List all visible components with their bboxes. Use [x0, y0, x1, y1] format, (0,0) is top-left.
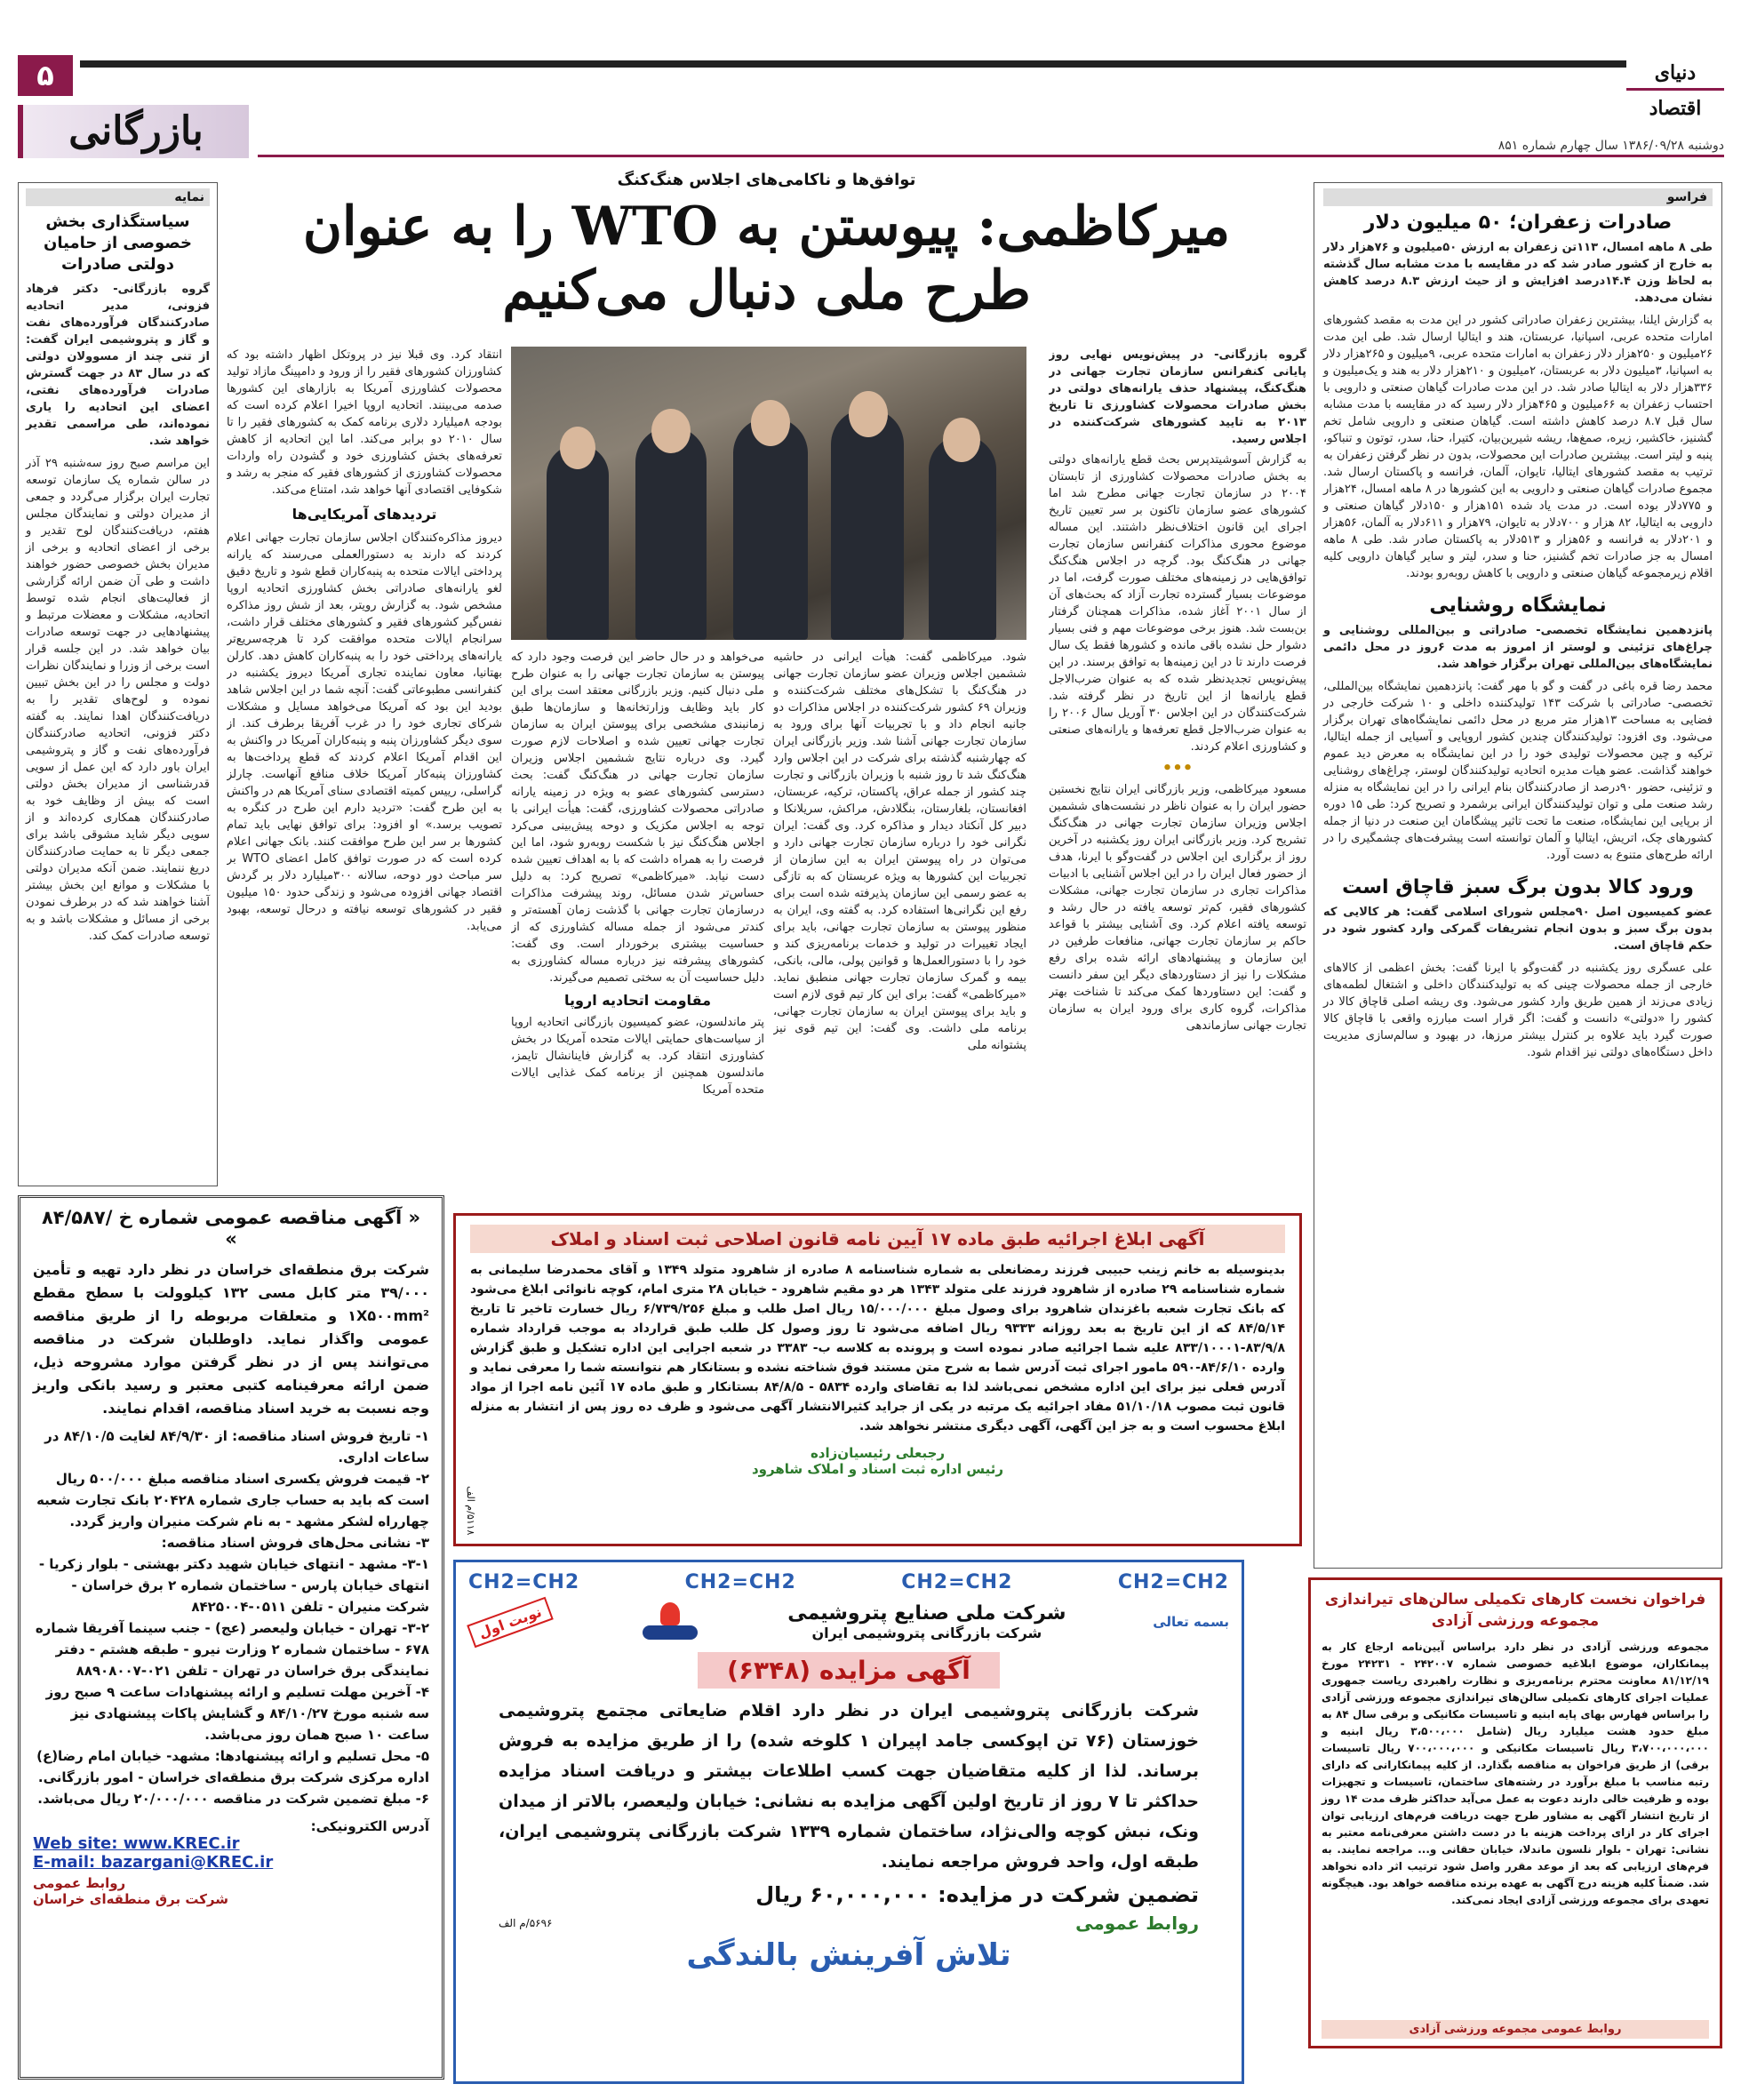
brand-logo: دنیای اقتصاد [1626, 55, 1724, 91]
left-article-title: سیاستگذاری بخش خصوصی از حامیان دولتی صادرات [43, 212, 192, 274]
tender-ad [18, 1195, 444, 2080]
tender-company: شرکت برق منطقه‌ای خراسان [33, 1891, 228, 1907]
registry-code: ۵۱۱۸/م الف [465, 1485, 476, 1535]
auction-ad [453, 1560, 1244, 2084]
article-separator: ••• [1162, 759, 1194, 778]
pattern-text: CH2=CH2 [901, 1571, 1013, 1593]
main-article [227, 169, 1306, 1200]
tender-title: « آگهی مناقصه عمومی شماره خ /۸۴/۵۸۷ » [41, 1207, 421, 1250]
article-photo [511, 347, 1026, 640]
left-article-body: این مراسم صبح روز سه‌شنبه ۲۹ آذر در سالن شماره یک سازمان توسعه تجارت ایران برگزار می‌گردد و جمعی از مدیران دولتی و نمایندگان مجلس هفتم، دریافت‌کنندگان لوح تقدیر و برخی از اعضای اتحادیه و برخی از مدیران بخش خصوصی حضور خواهند داشت و طی آن ضمن ارائه گزارشی از فعالیت‌های انجام شده توسط اتحادیه، مشکلات و معضلات مرتبط و پیشنهادهایی در جهت توسعه صادرات بیان خواهد شد. در این جلسه قرار است برخی از وزرا و نمایندگان نظرات دولت و مجلس را در این بخش تبیین نموده و لوح‌های تقدیر را به دریافت‌کنندگان اهدا نمایند. به گفته دکتر فزونی، اتحادیه صادرکنندگان فرآورده‌های نفت و گاز و پتروشیمی ایران باور دارد که این عمل از سویی قدرشناسی از مدیران بخش دولتی است که بیش از وظایف خود به صادرکنندگان همکاری کرده‌اند و از سویی دیگر شاید مشوقی باشد برای جمعی دیگر تا به حمایت صادرکنندگان دریغ ننمایند. ضمن آنکه مدیران دولتی با مشکلات و موانع این بخش بیشتر آشنا خواهند شد که در برطرف نمودن برخی از مسائل و مشکلات باشد و به توسعه صادرات کمک کند. [26, 457, 210, 943]
saffron-body: به گزارش ایلنا، بیشترین زعفران صادراتی کشور در این مدت به مقصد کشورهای امارات متحده عربی، اسپانیا، عربستان، هند و ایتالیا ارسال شد. طی این مدت ۲۶میلیون و ۲۵۰هزار دلار زعفران به امارات متحده عربی، ۹میلیون و ۲۶۵هزار دلار به اسپانیا، ۳میلیون دلار به عربستان، ۲میلیون و ۲۱۰هزار دلار به هند و یک‌میلیون و ۳۳۶هزار دلار به ایتالیا صادر شد. در این مدت صادرات گیاهان صنعتی و دارویی با احتساب زعفران به ۶۶میلیون و ۴۶۵هزار دلار رسید که در مقایسه با مدت مشابه سال قبل ۸.۷ درصد کاهش داشته است. گیاهان صنعتی و دارویی شامل تخم گشنیز، خاکشیر، زیره، صمغ‌ها، ریشه شیرین‌بیان، کتیرا، حنا، سدر، توتون و تنباکو، پنبه و لیتر است. بیشترین صادرات این محصولات، بدون در نظر گرفتن زعفران به ترتیب به مقصد کشورهای ایتالیا، تایوان، آلمان، فرانسه و پاکستان ارسال شد. مجموع صادرات گیاهان صنعتی و دارویی به این کشورها در ۸ ماهه امسال، ۲۴هزار و ۷۷۵دلار بوده است. در مدت یاد شده ۱۵۱هزار و ۱۵۰دلار گیاهان صنعتی و دارویی به ایتالیا، ۸۲ هزار و ۷۰۰دلار به تایوان، ۷۹هزار و ۶۱۱دلار به آلمان، ۵۶هزار و ۲۰۱دلار به فرانسه و ۵۶هزار و ۵۱۳دلار به پاکستان صادر شد. طی ۸ ماهه امسال به جز صادرات تخم گشنیز، حنا و سدر، لیتر و سایر گیاهان دارویی کلیه اقلام زیرمجموعه گیاهان صنعتی و دارویی با کاهش روبه‌رو بودند. [1323, 314, 1713, 580]
photo-head [560, 427, 595, 469]
tender-item: ۶- مبلغ تضمین شرکت در مناقصه ۲۰/۰۰۰/۰۰۰ ریال می‌باشد. [37, 1791, 429, 1807]
photo-head [849, 391, 888, 437]
article-col3b-text: پتر ماندلسون، عضو کمیسیون بازرگانی اتحادیه اروپا از سیاست‌های حمایتی ایالات متحده آمریکا در بخش کشاورزی انتقاد کرد. به گزارش فاینانشال تایمز، ماندلسون همچنین از برنامه کمک غذایی ایالات متحده آمریکا [511, 1016, 764, 1097]
photo-person [831, 409, 904, 640]
tender-item: ۳-۲- تهران - خیابان ولیعصر (عج) - جنب سینما آفریقا شماره ۶۷۸ - ساختمان شماره ۲ وزارت نیرو - طبقه هشتم - دفتر نمایندگی برق خراسان در تهران - تلفن ۰۲۱-۸۸۹۰۸۰۰۷ [35, 1620, 429, 1679]
auction-slogan: تلاش آفرینش بالندگی [686, 1937, 1011, 1973]
section-title: بازرگانی [68, 108, 204, 154]
article-kicker: توافق‌ها و ناکامی‌های اجلاس هنگ‌کنگ [617, 171, 916, 189]
article-col-2 [773, 649, 1026, 1191]
issue-rule [258, 155, 1724, 157]
section-title-box [18, 105, 249, 158]
photo-head [651, 409, 691, 453]
tender-item: ۳- نشانی محل‌های فروش اسناد مناقصه: [161, 1535, 429, 1551]
logo-flame-icon [660, 1602, 680, 1625]
article-title-line2: طرح ملی دنبال می‌کنیم [502, 260, 1031, 322]
subhead-usa: تردیدهای آمریکایی‌ها [291, 506, 437, 523]
saffron-lead: طی ۸ ماهه امسال، ۱۱۳تن زعفران به ارزش ۵۰میلیون و ۷۶هزار دلار به خارج از کشور صادر شد که در مقایسه با مدت مشابه سال گذشته به لحاظ وزن ۱۴.۴درصد افزایش و از حیث ارزش ۸.۳ درصد کاهش نشان می‌دهد. [1323, 241, 1713, 305]
photo-person [635, 427, 707, 640]
expo-lead: پانزدهمین نمایشگاه تخصصی- صادراتی و بین‌المللی روشنایی و چراغ‌های تزئینی و لوستر از امروز به مدت ۶روز در محل دائمی نمایشگاه‌های بین‌المللی تهران برگزار خواهد شد. [1323, 624, 1713, 671]
tender-email-label: آدرس الکترونیکی: [310, 1818, 429, 1834]
tender-item: ۲- قیمت فروش یکسری اسناد مناقصه مبلغ ۵۰۰/۰۰۰ ریال است که باید به حساب جاری شماره ۲۰۴۲۸ بانک تجارت شعبه چهارراه لشکر مشهد - به نام شرکت منیران واریز گردد. [36, 1471, 429, 1529]
article-col1b-text: مسعود میرکاظمی، وزیر بازرگانی ایران نتایج نخستین حضور ایران را به عنوان ناظر در نشست‌های ششمین اجلاس وزیران سازمان تجارت جهانی در هنگ‌کنگ تشریح کرد. وزیر بازرگانی ایران روز یکشنبه در آخرین روز از برگزاری این اجلاس در گفت‌وگو با ایرنا، هدف از حضور فعال ایران را در این اجلاس آشنایی با ادبیات مذاکرات تجاری در سازمان تجارت جهانی، مشکلات کشورهای فقیر، کم‌تر توسعه یافته در حال رشد و توسعه یافته اعلام کرد. وی آشنایی بیشتر با قواعد حاکم بر سازمان تجارت جهانی، منافعات طرفین در این سازمان و پیشنهادهای ارائه شده برای رفع مشکلات را نیز از دستاوردهای دیگر این سفر دانست و گفت: این دستاوردها کمک می‌کند تا شناخت بهتر مذاکرات، گروه کاری برای ورود ایران به سازمان تجارت جهانی سازماندهی [1049, 783, 1306, 1033]
photo-head [751, 400, 790, 446]
tender-website-link[interactable]: Web site: www.KREC.ir [33, 1834, 240, 1853]
pattern-text: CH2=CH2 [684, 1571, 796, 1593]
auction-subsidiary: شرکت بازرگانی پتروشیمی ایران [811, 1625, 1042, 1641]
smuggle-body: علی عسگری روز یکشنبه در گفت‌وگو با ایرنا گفت: بخش اعظمی از کالاهای خارجی از جمله محصولات چینی که به تولیدکنندگان داخلی و اشتغال لطمه‌های زیادی می‌زند از همین طریق وارد کشور می‌شود. وی ریشه اصلی قاچاق کالا در کشور را «دولتی» دانست و گفت: اگر قرار است مبارزه واقعی با قاچاق کالا صورت گیرد باید علاوه بر کنترل بیشتر مرزها، در بهبود و سالم‌سازی مدیریت داخل دستگاه‌های دولتی نیز اقدام شود. [1323, 962, 1713, 1059]
tender-item: ۳-۱- مشهد - انتهای خیابان شهید دکتر بهشتی - بلوار زکریا - انتهای خیابان پارس - ساختمان شماره ۲ برق خراسان - شرکت منیران - تلفن ۰۵۱۱-۸۴۲۵۰۰۴ [38, 1556, 429, 1615]
photo-person [733, 418, 808, 640]
pattern-text: CH2=CH2 [1117, 1571, 1229, 1593]
article-title-line1: میرکاظمی: پیوستن به WTO را به عنوان [302, 196, 1231, 258]
registry-ad [453, 1213, 1302, 1546]
azadi-footer: روابط عمومی مجموعه ورزشی آزادی [1322, 2020, 1709, 2039]
auction-company: شرکت ملی صنایع پتروشیمی [787, 1602, 1066, 1625]
subhead-europe: مقاومت اتحادیه اروپا [564, 992, 711, 1009]
tender-item: ۴- آخرین مهلت تسلیم و ارائه پیشنهادات ساعت ۹ صبح روز سه شنبه مورخ ۸۴/۱۰/۲۷ و گشایش پاکات پیشنهادی نیز ساعت ۱۰ صبح همان روز می‌باشد. [45, 1684, 429, 1743]
saffron-title: صادرات زعفران؛ ۵۰ میلیون دلار [1363, 212, 1673, 234]
auction-code: ۵۶۹۶/م الف [499, 1917, 553, 1929]
left-column [18, 182, 218, 1186]
auction-round-badge: نوبت اول [467, 1596, 553, 1647]
right-column [1314, 182, 1722, 1569]
photo-person [547, 444, 609, 640]
petrochemical-logo-icon [639, 1602, 701, 1641]
logo-base-icon [643, 1625, 698, 1640]
auction-header [468, 1602, 1229, 1641]
masthead [18, 55, 1724, 162]
registry-body: بدینوسیله به خانم زینب حبیبی فرزند رمضانعلی به شماره شناسنامه ۸ صادره از شاهرود متولد ۱۳۴۹ و آقای محمدرضا سلیمانی به شماره شناسنامه ۲۹ صادره از شاهرود فرزند علی متولد ۱۳۴۳ هر دو مقیم شاهرود - خیابان ۲۸ متری امام، کوچه نانوائی ابلاغ می‌شود که بانک تجارت شعبه باغزندان شاهرود برای وصول مبلغ ۱۵/۰۰۰/۰۰۰ ریال اصل طلب و مبلغ ۶/۷۳۹/۲۵۶ ریال خسارت تاخیر تا تاریخ ۸۴/۵/۱۴ که از این تاریخ به بعد روزانه ۹۳۳۳ ریال اضافه می‌شود تا روز وصول کل طلب طبق قرارداد به موجب قرارداد شماره ۸۳/۹/۸-۸۳۳/۱۰۰۰۱ علیه شما اجرائیه صادر نموده است و پرونده به کلاسه ب- ۳۳۸۳ در شعبه اجرایی این اداره تشکیل و طبق گزارش وارده ۸۴/۶/۱۰-۵۹۰ مامور اجرای ثبت آدرس شما به شرح متن مستند فوق شناخته نشده و بستانکار هم نتوانسته شما را معرفی نماید و آدرس فعلی نیز برای این اداره مشخص نمی‌باشد لذا به تقاضای وارده ۵۸۳۴ - ۸۴/۸/۵ بستانکار و طبق ماده ۱۷ آئین نامه اجرا از مواد قانون ثبت مصوب ۵۱/۱۰/۱۸ مفاد اجرائیه یک مرتبه در یکی از جراید کثیرالانتشار آگهی می‌شود و ظرف ده روز پس از انتشار به منزله ابلاغ محسوب است و به جز این آگهی، آگهی دیگری منتشر نخواهد شد. [470, 1263, 1286, 1433]
pattern-text: CH2=CH2 [468, 1571, 580, 1593]
auction-pr: روابط عمومی [1075, 1912, 1199, 1934]
smuggle-title: ورود کالا بدون برگ سبز قاچاق است [1342, 876, 1694, 898]
tender-body: شرکت برق منطقه‌ای خراسان در نظر دارد تهیه و تأمین ۳۹/۰۰۰ متر کابل مسی ۱۳۲ کیلوولت با سطح مقطع ۱X۵۰۰mm² و متعلقات مربوطه را از طریق مناقصه عمومی واگذار نماید. داوطلبان شرکت در مناقصه می‌توانند پس از در نظر گرفتن موارد مشروحه ذیل، ضمن ارائه معرفینامه کتبی معتبر و رسید بانکی واریز وجه نسبت به خرید اسناد مناقصه، اقدام نمایند. [33, 1261, 429, 1417]
left-column-label: نمایه [26, 188, 210, 206]
auction-title: آگهی مزایده (۶۳۴۸) [698, 1652, 1000, 1689]
auction-pattern-row [468, 1571, 1229, 1593]
article-col4b-text: دیروز مذاکره‌کنندگان اجلاس سازمان تجارت جهانی اعلام کردند که دارند به دستورالعملی می‌رسند که یارانه پرداختی ایالات متحده به پنبه‌کاران قطع شود و تاریخ دقیق لغو یارانه‌های صادراتی بخش کشاورزی اتحادیه اروپا مشخص شود. به گزارش رویتر، بعد از شش روز مذاکره نفس‌گیر کشورهای فقیر و کشورهای مختلف قرار داشت، سرانجام ایالات متحده موافقت کرد تا هرچه‌سریع‌تر یارانه‌های پرداختی خود را به پنبه‌کاران کاهش دهد. کارلن بهتانیا، معاون نماینده تجاری آمریکا دیروز یکشنبه در کنفرانسی مطبوعاتی گفت: آنچه شما در این اجلاس شاهد بودید این بود که آمریکا می‌خواهد مسایل و مشکلات شرکای تجاری خود را در غرب آفریقا برطرف کند. از سوی دیگر کشاورزان پنبه و پنبه‌کاران آمریکا در واکنش به این اقدام آمریکا اعلام کردند که قطع پرداخت‌ها به کشاورزان پنبه‌کار آمریکا خلاف منافع آنهاست. چارلز گراسلی، رییس کمیته اقتصادی سنای آمریکا هم در واکنش به این طرح گفت: «تردید دارم این طرح در کنگره به تصویب برسد.» او افزود: برای توافق نهایی باید تمام کشورها بر سر این طرح موافقت کنند. بانک جهانی اعلام کرده است که در صورت توافق کامل اعضای WTO بر سر مباحث دور دوحه، سالانه ۳۰۰میلیارد دلار بر گردش اقتصاد جهانی افزوده می‌شود و زندگی حدود ۱۵۰ میلیون فقیر در کشورهای توسعه نیافته و درحال توسعه، بهبود می‌یابد. [227, 531, 502, 933]
azadi-body: مجموعه ورزشی آزادی در نظر دارد براساس آیین‌نامه ارجاع کار به پیمانکاران، موضوع ابلاغیه خصوصی شماره ۲۴۲۰۰۷ - ۲۴۲۳۱ مورخ ۸۱/۱۲/۱۹ معاونت محترم برنامه‌ریزی و نظارت راهبردی ریاست جمهوری عملیات اجرای کارهای تکمیلی سالن‌های تیراندازی مجموعه ورزشی آزادی را براساس فهارس بهای پایه ابنیه و تاسیسات مکانیکی و برقی سال ۸۴ به مبلغ حدود هشت میلیارد ریال (شامل ۳،۵۰۰،۰۰۰ ریال ابنیه و ۳،۷۰۰،۰۰۰،۰۰۰ ریال تاسیسات مکانیکی و ۷۰۰،۰۰۰،۰۰۰ ریال تاسیسات برقی) از طریق فراخوان به مناقصه بگذارد. از کلیه پیمانکارانی که دارای رتبه مناسب با مبلغ برآورد در رشته‌های ساختمان، تاسیسات و تجهیزات بوده و ظرفیت خالی دارند دعوت به عمل می‌آید حداکثر ظرف مدت ۱۴ روز از تاریخ انتشار آگهی به مشاور طرح جهت دریافت فرم‌های ارزیابی توان اجرای کار در ازای پرداخت هزینه با در دست داشتن معرفی‌نامه معتبر به نشانی: تهران - بلوار نلسون ماندلا، خیابان حقانی و... مراجعه نمایند. به فرم‌های ارزیابی که بعد از موعد مقرر واصل شود ترتیب اثر داده نخواهد شد. ضمناً کلیه هزینه درج آگهی به عهده برنده مناقصه خواهد بود. هیچگونه تعهدی برای مجموعه ورزشی آزادی ایجاد نمی‌کند. [1322, 1641, 1709, 1906]
auction-footer [468, 1912, 1229, 1934]
registry-title: آگهی ابلاغ اجرائیه طبق ماده ۱۷ آیین نامه قانون اصلاحی ثبت اسناد و املاک [550, 1228, 1205, 1250]
auction-body: شرکت بازرگانی پتروشیمی ایران در نظر دارد اقلام ضایعاتی مجتمع پتروشیمی خوزستان (۷۶ تن اپوکسی جامد اپیران ۱ کلوخه شده) را از طریق مزایده به فروش برساند. لذا از کلیه متقاضیان جهت کسب اطلاعات بیشتر و دریافت اسناد مزایده حداکثر تا ۷ روز از تاریخ اولین آگهی مزایده به نشانی: خیابان ولیعصر، بالاتر از میدان ونک، نبش کوچه والی‌نژاد، ساختمان شماره ۱۳۳۹ شرکت بازرگانی پتروشیمی ایران، طبقه اول، واحد فروش مراجعه نمایند. [499, 1701, 1200, 1872]
registry-signer: رجبعلی رئیسیان‌زاده [810, 1445, 946, 1461]
registry-title-band [470, 1225, 1285, 1253]
tender-dept: روابط عمومی [33, 1875, 126, 1891]
expo-body: محمد رضا قره باغی در گفت و گو با مهر گفت: پانزدهمین نمایشگاه بین‌المللی، تخصصی- صادراتی با شرکت ۱۴۳ تولیدکننده داخلی و ۱۰ شرکت خارجی در فضایی به مساحت ۱۳هزار متر مربع در محل دائمی نمایشگاه‌های تهران برگزار می‌شود. وی افزود: تولیدکنندگان چندین کشور اروپایی و آسیایی از جمله ایتالیا، ترکیه و چین محصولات تولیدی خود را در این نمایشگاه به معرض دید عموم خواهند گذاشت. عضو هیات مدیره اتحادیه تولیدکنندگان لوستر، چراغ‌های روشنایی و تزئینی، حضور ۹۰درصد از صادرکنندگان بنام ایرانی را در این نمایشگاه به منزله رشد صنعت ملی و توان تولیدکنندگان ایرانی برشمرد و تصریح کرد: طی ۱۵ دوره از برپایی این نمایشگاه، صنعت ما تحت تاثیر پیشگامان این صنعت در دنیا از جمله کشورهای چک، اتریش، ایتالیا و آلمان توانسته است پیشرفت‌های چشمگیری را در ارائه طرح‌های متنوع به دست آورد. [1323, 680, 1713, 862]
auction-bismillah: بسمه تعالی [1153, 1614, 1229, 1630]
auction-company-block [787, 1602, 1066, 1641]
article-col4-text: انتقاد کرد. وی قبلا نیز در پروتکل اظهار داشته بود که کشاورزان کشورهای فقیر را از ورود و دامپینگ مازاد تولید محصولات کشاورزی آمریکا به بازارهای این کشورها صدمه می‌بینند. اتحادیه اروپا اخیرا اعلام کرده است که بودجه ۸میلیارد دلاری برنامه کمک به کشورهای فقیر را تا سال ۲۰۱۰ دو برابر می‌کند. اما این اتحادیه از کاهش تعرفه‌های بخش کشاورزی خود و گشودن راه واردات محصولات کشاورزی از کشورهای فقیر که منجر به رشد و شکوفایی اقتصادی آنها خواهد شد، امتناع می‌کند. [227, 348, 502, 497]
article-col-4 [227, 347, 502, 1191]
auction-deposit: تضمین شرکت در مزایده: ۶۰,۰۰۰,۰۰۰ ریال [755, 1882, 1199, 1907]
issue-info: دوشنبه ۱۳۸۶/۰۹/۲۸ سال چهارم شماره ۸۵۱ [1497, 139, 1724, 153]
expo-title: نمایشگاه روشنایی [1429, 595, 1607, 617]
azadi-ad [1308, 1577, 1722, 2048]
photo-head [943, 418, 980, 462]
tender-item: ۱- تاریخ فروش اسناد مناقصه: از ۸۴/۹/۳۰ لغایت ۸۴/۱۰/۵ در ساعات اداری. [44, 1428, 429, 1465]
article-col-3 [511, 649, 764, 1191]
tender-email-link[interactable]: E-mail: bazargani@KREC.ir [33, 1853, 274, 1872]
page-number: ۵ [18, 55, 73, 96]
top-rule [80, 60, 1626, 68]
azadi-title: فراخوان نخست کارهای تکمیلی سالن‌های تیراندازی مجموعه ورزشی آزادی [1324, 1591, 1706, 1630]
registry-signer-title: رئیس اداره ثبت اسناد و املاک شاهرود [751, 1461, 1003, 1477]
smuggle-lead: عضو کمیسیون اصل ۹۰مجلس شورای اسلامی گفت: هر کالایی که بدون برگ سبز و بدون انجام تشریفات گمرکی وارد کشور شود در حکم قاچاق است. [1323, 906, 1713, 953]
photo-person [929, 435, 996, 640]
article-lead: گروه بازرگانی- در پیش‌نویس نهایی روز پایانی کنفرانس سازمان تجارت جهانی در هنگ‌کنگ، پیشنهاد حذف یارانه‌های دولتی در بخش صادرات محصولات کشاورزی تا تاریخ ۲۰۱۳ به تایید کشورهای شرکت‌کننده در اجلاس رسید. [1049, 348, 1306, 446]
tender-item: ۵- محل تسلیم و ارائه پیشنهادها: مشهد- خیابان امام رضا(ع) اداره مرکزی شرکت برق منطقه‌ای خراسان - امور بازرگانی. [36, 1748, 429, 1785]
article-col-1 [1049, 347, 1306, 1191]
article-col2-text: شود. میرکاظمی گفت: هیأت ایرانی در حاشیه ششمین اجلاس وزیران عضو سازمان تجارت جهانی در هنگ‌کنگ با تشکل‌های مختلف شرکت‌کننده و وزیران ۶۹ کشور شرکت‌کننده در اجلاس مذاکرات دو جانبه انجام داد و با تجربیات آنها برای ورود به سازمان تجارت جهانی آشنا شد. وزیر بازرگانی ایران که چهارشنبه گذشته برای شرکت در این اجلاس وارد هنگ‌کنگ شد تا روز شنبه با وزیران بازرگانی و تجارت چند کشور از جمله عراق، پاکستان، ترکیه، عربستان، افغانستان، بلغارستان، بنگلادش، مراکش، سریلانکا و دبیر کل آنکتاد دیدار و مذاکره کرد. وی گفت: ایران نگرانی خود را درباره سازمان تجارت جهانی دارد و می‌توان در راه پیوستن ایران به این سازمان از تجربیات این کشورها به ویژه عربستان که به تازگی به عضو رسمی این سازمان پذیرفته شده است برای رفع این نگرانی‌ها استفاده کرد. به گفته وی، ایران به منظور پیوستن به سازمان تجارت جهانی، باید برای ایجاد تغییرات در تولید و خدمات برنامه‌ریزی کند و خود را با دستورالعمل‌ها و قوانین پولی، مالی، بانکی، بیمه و گمرک سازمان تجارت جهانی منطبق نماید. «میرکاظمی» گفت: برای این کار تیم قوی لازم است و باید برای پیوستن ایران به سازمان تجارت جهانی، برنامه ملی داشت. وی گفت: این تیم قوی نیز پشتوانه ملی [773, 651, 1026, 1052]
article-col3-text: می‌خواهد و در حال حاضر این فرصت وجود دارد که پیوستن به سازمان تجارت جهانی را به عنوان طرح ملی دنبال کنیم. وزیر بازرگانی معتقد است برای این کار باید وظایف وزارتخانه‌ها و سازمان‌ها طبق زمانبندی مشخصی برای پیوستن ایران به سازمان تجارت جهانی تعیین شده و اصلاحات لازم صورت گیرد. وی درباره نتایج ششمین اجلاس وزیران سازمان تجارت جهانی در هنگ‌کنگ گفت: بحث دسترسی کشورهای عضو به ویژه در زمینه یارانه صادراتی محصولات کشاورزی، گفت: هیأت ایرانی با توجه به اجلاس مکزیک و دوحه پیش‌بینی می‌کرد اجلاس هنگ‌کنگ نیز با شکست روبه‌رو شود، اما این فرصت را به همراه داشت که با به اهداف تعیین شده دست نیابد. «میرکاظمی» تصریح کرد: به دلیل حساس‌تر شدن مسائل، روند پیشرفت مذاکرات درسازمان تجارت جهانی با گذشت زمان آهسته‌تر و کندتر می‌شود از جمله مساله کشاورزی که از حساسیت بیشتری برخوردار است. وی گفت: کشورهای پیشرفته نیز درباره مساله کشاورزی به دلیل حساسیت آن به سختی تصمیم می‌گیرند. [511, 651, 764, 985]
tender-items [33, 1425, 429, 1809]
article-col1-text: به گزارش آسوشیتدپرس بحث قطع یارانه‌های دولتی به بخش صادرات محصولات کشاورزی از تابستان ۲۰۰۴ در سازمان تجارت جهانی مطرح شد اما کشورهای عضو سازمان تاکنون بر سر تعیین تاریخ اجرای این قانون اختلاف‌نظر داشتند. این مساله موضوع محوری مذاکرات کنفرانس سازمان تجارت جهانی در هنگ‌کنگ بود. گرچه در اجلاس هنگ‌کنگ توافق‌هایی در زمینه‌های مختلف صورت گرفت، اما در موضوعات بسیار گسترده تجارت آزاد که بحث‌های آن از سال ۲۰۰۱ آغاز شده، مذاکرات همچنان گرفتار بن‌بست شد. هنوز برخی موضوعات مهم و فنی بسیار دشوار حل نشده باقی مانده و کشورها فقط یک سال فرصت دارند تا در این زمینه‌ها به توافق برسند. در این پیش‌نویس تجدیدنظر شده که به عنوان ضرب‌الاجل قطع یارانه‌ها از این تاریخ در نظر گرفته شد. شرکت‌کنندگان در این اجلاس ۳۰ آوریل سال ۲۰۰۶ را به عنوان ضرب‌الاجل قطع تعرفه‌ها و یارانه‌های صنعتی و کشاورزی اعلام کردند. [1049, 453, 1306, 754]
left-article-lead: گروه بازرگانی- دکتر فرهاد فزونی، مدیر اتحادیه صادرکنندگان فرآورده‌های نفت و گاز و پتروشیمی ایران گفت: از تنی چند از مسوولان دولتی که در سال ۸۳ در جهت گسترش صادرات فرآورده‌های نفتی، اعضای این اتحادیه را یاری نموده‌اند، طی مراسمی تقدیر خواهد شد. [26, 283, 210, 448]
right-column-label: فراسو [1323, 188, 1713, 206]
